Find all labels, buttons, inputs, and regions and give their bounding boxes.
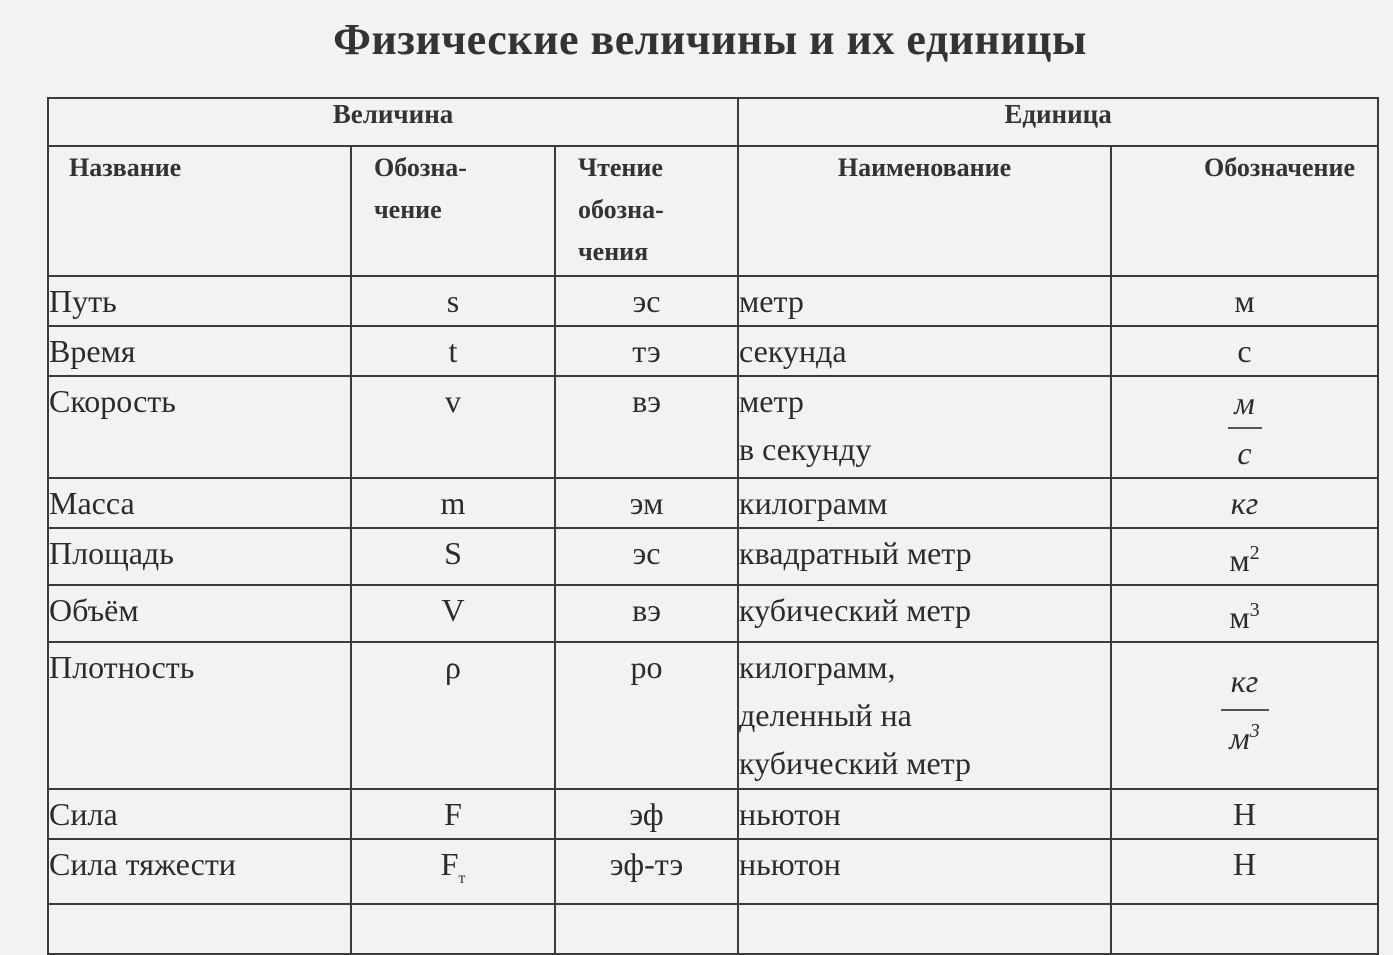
fraction-denominator [1221, 721, 1269, 754]
quantity-symbol [351, 839, 555, 904]
unit-symbol: кг [1111, 478, 1378, 528]
quantity-name: Площадь [48, 528, 351, 585]
unit-symbol-base: м [1229, 542, 1250, 578]
table-row [48, 376, 1378, 478]
unit-symbol: Н [1111, 789, 1378, 839]
unit-name [738, 904, 1111, 954]
unit-name: ньютон [738, 839, 1111, 904]
unit-symbol [1111, 528, 1378, 585]
fraction-denominator: с [1237, 435, 1252, 471]
unit-symbol-fraction [1221, 665, 1269, 754]
unit-name: квадратный метр [738, 528, 1111, 585]
table-row-partial [48, 904, 1378, 954]
column-header-unit-name: Наименование [738, 146, 1111, 276]
unit-name: кубический метр [738, 585, 1111, 642]
unit-symbol [1111, 642, 1378, 789]
quantity-reading: эф [555, 789, 738, 839]
unit-symbol-power: 3 [1249, 599, 1260, 621]
table-row [48, 478, 1378, 528]
unit-symbol-base: м [1229, 599, 1250, 635]
column-header-symbol: Обозна- чение [351, 146, 555, 276]
page-title: Физические величины и их единицы [333, 15, 1087, 64]
quantity-reading: вэ [555, 376, 738, 478]
table-row [48, 326, 1378, 376]
unit-symbol: Н [1111, 839, 1378, 904]
unit-name: метр [738, 276, 1111, 326]
unit-name: ньютон [738, 789, 1111, 839]
unit-name: килограмм [738, 478, 1111, 528]
fraction-denominator-power: 3 [1249, 720, 1260, 742]
quantity-reading [555, 904, 738, 954]
quantity-name: Плотность [48, 642, 351, 789]
unit-name-line: килограмм, [739, 649, 896, 685]
quantity-name: Время [48, 326, 351, 376]
fraction-bar [1228, 427, 1262, 429]
unit-symbol [1111, 376, 1378, 478]
unit-symbol: м [1111, 276, 1378, 326]
table-row [48, 585, 1378, 642]
quantity-symbol [351, 904, 555, 954]
quantity-symbol: t [351, 326, 555, 376]
unit-symbol: с [1111, 326, 1378, 376]
quantity-name: Скорость [48, 376, 351, 478]
quantity-name: Сила [48, 789, 351, 839]
quantity-name [48, 904, 351, 954]
fraction-denominator-base: м [1229, 720, 1250, 756]
group-header-quantity: Величина [48, 98, 738, 146]
column-header-unit-symbol: Обозначение [1111, 146, 1378, 276]
quantity-reading: эс [555, 276, 738, 326]
quantity-reading: тэ [555, 326, 738, 376]
quantity-symbol: F [351, 789, 555, 839]
unit-name: секунда [738, 326, 1111, 376]
group-header-unit: Единица [738, 98, 1378, 146]
table-row [48, 276, 1378, 326]
fraction-numerator: кг [1230, 663, 1259, 699]
quantity-reading: эф-тэ [555, 839, 738, 904]
table-row [48, 528, 1378, 585]
unit-name-line: метр [739, 383, 804, 419]
quantity-reading: эм [555, 478, 738, 528]
quantity-name: Путь [48, 276, 351, 326]
column-header-row [48, 146, 1378, 276]
column-header-name: Название [48, 146, 351, 276]
quantity-reading: эс [555, 528, 738, 585]
unit-symbol [1111, 585, 1378, 642]
symbol-base: F [440, 846, 459, 882]
quantity-name: Масса [48, 478, 351, 528]
symbol-subscript: т [458, 870, 466, 887]
quantity-symbol: V [351, 585, 555, 642]
quantity-reading: вэ [555, 585, 738, 642]
quantity-name: Сила тяжести [48, 839, 351, 904]
units-table [47, 97, 1379, 955]
table-row [48, 789, 1378, 839]
unit-symbol-power: 2 [1249, 542, 1260, 564]
quantity-symbol: v [351, 376, 555, 478]
unit-name-line: кубический метр [739, 745, 972, 781]
quantity-name: Объём [48, 585, 351, 642]
fraction-numerator: м [1234, 385, 1255, 421]
table-row [48, 642, 1378, 789]
quantity-reading: ро [555, 642, 738, 789]
quantity-symbol: S [351, 528, 555, 585]
quantity-symbol: m [351, 478, 555, 528]
unit-name-line: деленный на [739, 697, 912, 733]
column-header-reading: Чтение обозна- чения [555, 146, 738, 276]
quantity-symbol: ρ [351, 642, 555, 789]
unit-symbol [1111, 904, 1378, 954]
unit-name [738, 642, 1111, 789]
unit-symbol-fraction [1228, 387, 1262, 469]
unit-name [738, 376, 1111, 478]
fraction-bar [1221, 709, 1269, 711]
quantity-symbol: s [351, 276, 555, 326]
table-row [48, 839, 1378, 904]
group-header-row [48, 98, 1378, 146]
unit-name-line: в секунду [739, 431, 872, 467]
